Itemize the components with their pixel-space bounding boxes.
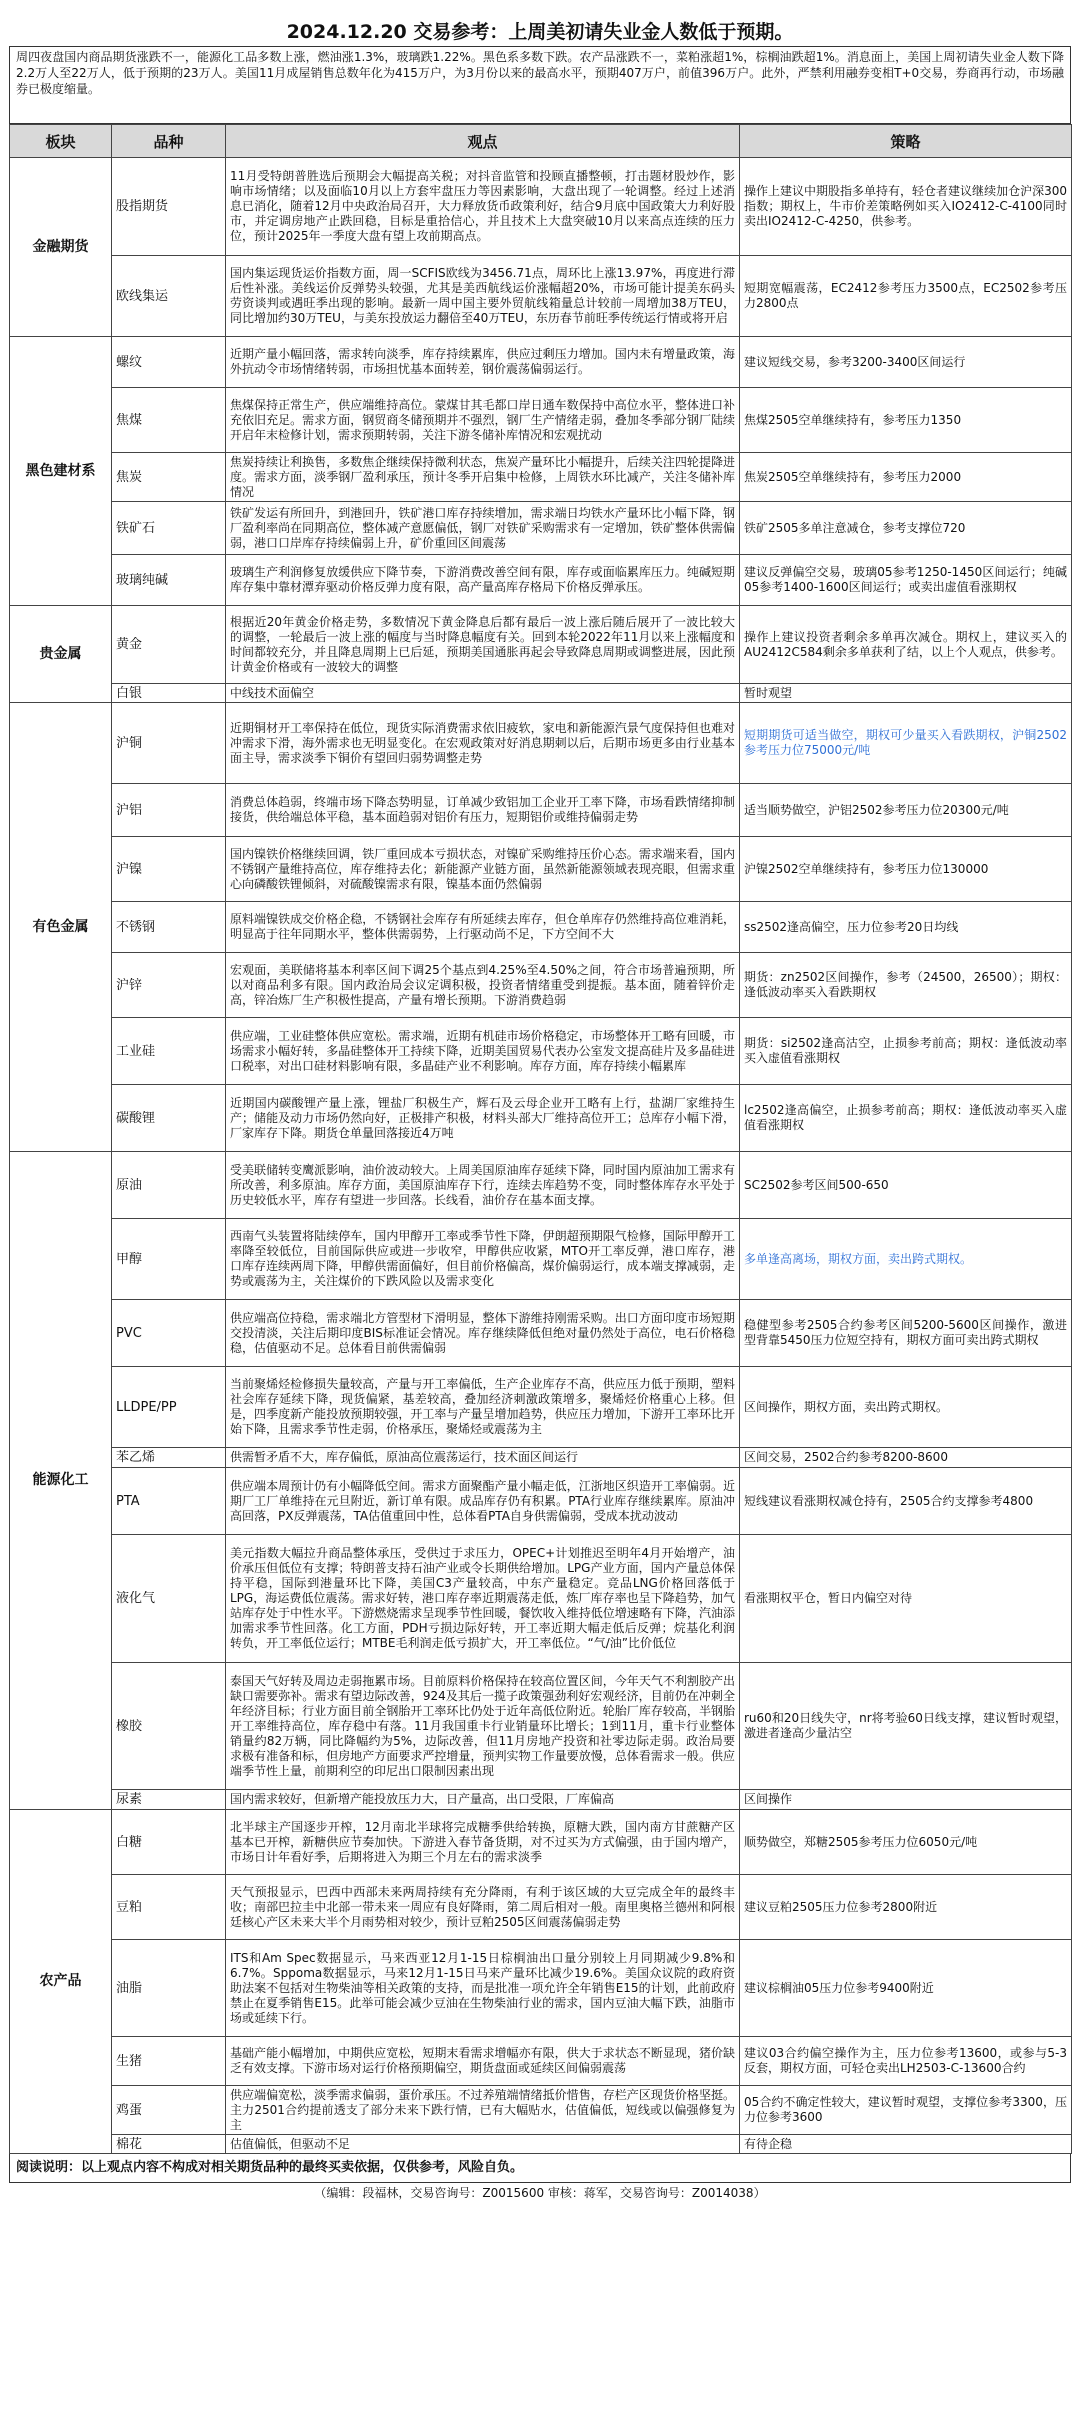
table-row <box>10 337 1072 388</box>
variety-cell: 橡胶 <box>116 1718 143 1734</box>
table-row <box>10 453 1072 502</box>
strategy-cell: 建议短线交易，参考3200-3400区间运行 <box>744 354 966 369</box>
strategy-cell: 短期宽幅震荡，EC2412参考压力3500点，EC2502参考压力2800点 <box>744 281 1067 310</box>
strategy-cell: 建议03合约偏空操作为主，压力位参考13600，或参与5-3反套，期权方面，可轻仓卖出LH2503-C-13600合约 <box>744 2046 1067 2075</box>
variety-cell: LLDPE/PP <box>116 1399 177 1415</box>
table-row <box>10 256 1072 337</box>
table-row <box>10 1790 1072 1810</box>
table-row <box>10 837 1072 902</box>
reference-table <box>9 124 1072 2154</box>
strategy-cell: 看涨期权平仓，暂日内偏空对待 <box>744 1591 913 1605</box>
table-row <box>10 902 1072 953</box>
sector-cell: 能源化工 <box>10 1152 112 1810</box>
variety-cell: 焦炭 <box>116 469 143 485</box>
table-row <box>10 684 1072 703</box>
variety-cell: 焦煤 <box>116 412 143 428</box>
view-cell: 供应端，工业硅整体供应宽松。需求端，近期有机硅市场价格稳定，市场整体开工略有回暖，市场需求小幅好转，多晶硅整体开工持续下降，近期美国贸易代表办公室发文提高硅片及多晶硅进口税率，对出口硅材料影响有限，多晶硅产业不利影响。库存方面，库存持续小幅累库 <box>230 1028 735 1073</box>
strategy-cell: 区间操作 <box>744 1792 793 1806</box>
view-cell: 天气预报显示，巴西中西部未来两周持续有充分降雨，有利于该区域的大豆完成全年的最终丰收；南部巴拉圭中北部一带未来一周应有良好降雨，第二周后相对一般。南里奥格兰德州和阿根廷核心产区未来大半个月雨势相对较少，预计豆粕2505区间震荡偏弱走势 <box>230 1884 735 1929</box>
variety-cell: 鸡蛋 <box>116 2102 143 2118</box>
table-header-row <box>10 125 1072 158</box>
header-variety: 品种 <box>112 125 226 158</box>
table-row <box>10 158 1072 256</box>
sector-cell: 农产品 <box>10 1810 112 2154</box>
view-cell: 铁矿发运有所回升，到港回升，铁矿港口库存持续增加，需求端日均铁水产量环比小幅下降，钢厂盈利率尚在同期高位，整体减产意愿偏低，钢厂对铁矿采购需求有一定增加，铁矿整体供需偏弱，港口口岸库存持续偏弱上升，矿价重回区间震荡 <box>230 505 735 550</box>
strategy-cell: 顺势做空，郑糖2505参考压力位6050元/吨 <box>744 1834 978 1849</box>
table-row <box>10 1152 1072 1219</box>
table-row <box>10 1940 1072 2037</box>
variety-cell: 白银 <box>116 685 143 701</box>
strategy-cell: 适当顺势做空，沪铝2502参考压力位20300元/吨 <box>744 802 1009 817</box>
sector-cell: 贵金属 <box>10 606 112 703</box>
variety-cell: 棉花 <box>116 2136 143 2152</box>
table-row <box>10 388 1072 453</box>
table-row <box>10 2086 1072 2135</box>
header-strategy: 策略 <box>740 125 1072 158</box>
view-cell: ITS和Am Spec数据显示，马来西亚12月1-15日棕榈油出口量分别较上月同期减少9.8%和6.7%。Sppoma数据显示，马来12月1-15日马来产量环比减少19.6%。美国众议院的政府资助法案不包括对生物柴油等相关政策的支持，而是批准一项允许全年销售E15的计划，此前政府禁止在夏季销售E15。此举可能会减少豆油在生物柴油行业的需求，国内豆油大幅下跌，油脂市场或延续下行。 <box>230 1950 735 2025</box>
strategy-cell: ru60和20日线失守，nr将考验60日线支撑，建议暂时观望，激进者逢高少量沽空 <box>744 1711 1067 1740</box>
variety-cell: PTA <box>116 1493 140 1509</box>
table-row <box>10 1663 1072 1790</box>
view-cell: 供应端高位持稳，需求端北方管型材下滑明显，整体下游维持刚需采购。出口方面印度市场短期交投清淡，关注后期印度BIS标准证会情况。库存继续降低但绝对量仍然处于高位，电石价格稳稳，估值驱动不足。总体看目前供需偏弱 <box>230 1310 735 1355</box>
strategy-cell: 操作上建议投资者剩余多单再次减仓。期权上，建议买入的AU2412C584剩余多单获利了结，以上个人观点，供参考。 <box>744 629 1067 659</box>
strategy-cell: ss2502逢高偏空，压力位参考20日均线 <box>744 919 959 934</box>
view-cell: 消费总体趋弱，终端市场下降态势明显，订单减少致铝加工企业开工率下降，市场看跌情绪抑制接货，供给端总体平稳，基本面趋弱对铝价有压力，短期铝价或维持偏弱走势 <box>230 795 735 824</box>
variety-cell: 液化气 <box>116 1591 156 1606</box>
view-cell: 国内需求较好，但新增产能投放压力大，日产量高，出口受限，厂库偏高 <box>230 1792 615 1806</box>
table-row <box>10 2135 1072 2154</box>
strategy-cell: 期货：zn2502区间操作，参考（24500，26500）；期权：逢低波动率买入看跌期权 <box>744 970 1067 999</box>
view-cell: 北半球主产国逐步开榨，12月南北半球将完成糖季供给转换，原糖大跌，国内南方甘蔗糖产区基本已开榨，新糖供应节奏加快。下游进入春节备货期，对不过买为方式偏强，由于国内增产，市场日计年看好季，后期将进入为期三个月左右的需求淡季 <box>230 1819 735 1864</box>
variety-cell: 螺纹 <box>116 354 143 370</box>
strategy-cell: 05合约不确定性较大，建议暂时观望，支撑位参考3300，压力位参考3600 <box>744 2095 1067 2124</box>
strategy-cell: 短线建议看涨期权减仓持有，2505合约支撑参考4800 <box>744 1493 1034 1508</box>
report-title: 2024.12.20 交易参考：上周美初请失业金人数低于预期。 <box>286 21 794 43</box>
view-cell: 近期铜材开工率保持在低位，现货实际消费需求依旧疲软，家电和新能源汽景气度保持但也难对冲需求下滑，海外需求也无明显变化。在宏观政策对好消息期刺以后，后期市场更多由行业基本面主导，需求淡季下铜价有望回归弱势调整走势 <box>230 720 735 765</box>
view-cell: 玻璃生产利润修复放缓供应下降节奏，下游消费改善空间有限，库存或面临累库压力。纯碱短期库存集中靠材潭弃驱动价格反弹力度有限，高产量高库存格局下价格反弹承压。 <box>230 565 735 594</box>
view-cell: 供需暂矛盾不大，库存偏低，原油高位震荡运行，技术面区间运行 <box>230 1450 579 1464</box>
variety-cell: 碳酸锂 <box>116 1110 156 1126</box>
table-row <box>10 1018 1072 1085</box>
sector-cell: 金融期货 <box>10 158 112 337</box>
strategy-cell: 建议棕榈油05压力位参考9400附近 <box>744 1980 934 1995</box>
view-cell: 根据近20年黄金价格走势，多数情况下黄金降息后都有最后一波上涨后随后展开了一波比较大的调整，一轮最后一波上涨的幅度与当时降息幅度有关。回到本轮2022年11月以来上涨幅度和时间都较充分，并且降息周期上已后延，预期美国通胀再起会导致降息周期或调整进展，因此预计黄金价格或有一波较大的调整 <box>230 614 735 674</box>
view-cell: 当前聚烯烃检修损失量较高，产量与开工率偏低，生产企业库存不高，供应压力低于预期，塑料社会库存延续下降，现货偏紧，基差较高，叠加经济刺激政策增多，聚烯烃价格重心上移。但是，四季度新产能投放预期较强，开工率与产量呈增加趋势，供应压力增加，下游开工率环比开始下降，且需求季节性走弱，价格承压，聚烯烃或震荡为主 <box>230 1377 735 1436</box>
reading-note: 阅读说明：以上观点内容不构成对相关期货品种的最终买卖依据，仅供参考，风险自负。 <box>9 2154 1071 2183</box>
strategy-cell: 短期期货可适当做空，期权可少量买入看跌期权，沪铜2502参考压力位75000元/吨 <box>744 728 1067 757</box>
strategy-cell: 焦炭2505空单继续持有，参考压力2000 <box>744 469 962 484</box>
table-body <box>10 158 1072 2154</box>
table-row <box>10 1367 1072 1448</box>
variety-cell: 白糖 <box>116 1834 143 1850</box>
variety-cell: 工业硅 <box>116 1043 156 1059</box>
variety-cell: PVC <box>116 1325 142 1341</box>
table-row <box>10 1875 1072 1940</box>
variety-cell: 甲醇 <box>116 1251 143 1267</box>
strategy-cell: 铁矿2505多单注意减仓，参考支撑位720 <box>744 520 966 535</box>
table-row <box>10 1219 1072 1300</box>
view-cell: 基础产能小幅增加，中期供应宽松，短期末看需求增幅亦有限，供大于求状态不断显现，猪价缺乏有效支撑。下游市场对运行价格预期偏空，期货盘面或延续区间偏弱震荡 <box>230 2046 735 2075</box>
view-cell: 供应端本周预计仍有小幅降低空间。需求方面聚酯产量小幅走低，江浙地区织造开工率偏弱。近期厂工厂单维持在元旦附近，新订单有限。成品库存仍有积累。PTA行业库存继续累库。原油冲高回落，PX反弹震荡，TA估值重回中性，总体看PTA自身供需偏弱，受成本扰动波动 <box>230 1478 735 1523</box>
view-cell: 国内镍铁价格继续回调，铁厂重回成本亏损状态，对镍矿采购维持压价心态。需求端来看，国内不锈钢产量维持高位，库存维持去化；新能源产业链方面，虽然新能源领域表现亮眼，但需求重心向磷酸铁锂倾斜，对硫酸镍需求有限，镍基本面仍然偏弱 <box>230 846 735 891</box>
view-cell: 11月受特朗普胜选后预期会大幅提高关税；对抖音监管和投顾直播整顿，打击题材股炒作，影响市场情绪；以及面临10月以上方套牢盘压力等因素影响，大盘出现了一轮调整。经过上述消息已消化，随着12月中央政治局召开，大力释放货币政策利好，结合9月底中国政策大力利好股市，并定调房地产止跌回稳，目标是重拾信心，并且技术上大盘突破10月以来高点连续的压力位，预计2025年一季度大盘有望上攻前期高点。 <box>230 169 735 243</box>
view-cell: 西南气头装置将陆续停车，国内甲醇开工率或季节性下降，伊朗超预期限气检修，国际甲醇开工率降至较低位，目前国际供应或进一步收窄，甲醇供应收紧，MTO开工率反弹，港口库存，港口库存连续两周下降，甲醇供需面偏好，但目前价格偏高，煤价偏弱运行，成本端支撑减弱，走势或震荡为主，关注煤价的下跌风险以及需求变化 <box>230 1229 735 1288</box>
sector-cell: 有色金属 <box>10 703 112 1152</box>
market-summary: 周四夜盘国内商品期货涨跌不一，能源化工品多数上涨，燃油涨1.3%，玻璃跌1.22%。黑色系多数下跌。农产品涨跌不一，菜粕涨超1%，棕榈油跌超1%。消息面上，美国上周初请失业金人数下降2.2万人至22万人，低于预期的23万人。美国11月成屋销售总数年化为415万户，为3月份以来的最高水平，预期407万户，前值396万户。此外，严禁利用融券变相T+0交易，券商再行动，市场融券已极度缩量。 <box>9 46 1071 124</box>
variety-cell: 豆粕 <box>116 1899 143 1915</box>
table-row <box>10 1535 1072 1663</box>
variety-cell: 尿素 <box>116 1792 143 1807</box>
variety-cell: 油脂 <box>116 1980 143 1996</box>
variety-cell: 沪铝 <box>116 802 143 818</box>
strategy-cell: 建议反弹偏空交易，玻璃05参考1250-1450区间运行；纯碱05参考1400-1600区间运行；或卖出虚值看涨期权 <box>744 565 1067 594</box>
table-row <box>10 555 1072 606</box>
view-cell: 焦煤保持正常生产，供应端维持高位。蒙煤甘其毛都口岸日通车数保持中高位水平，整体进口补充依旧充足。需求方面，钢贸商冬储预期并不强烈，钢厂生产情绪走弱，叠加冬季部分钢厂陆续开启年末检修计划，需求预期转弱，关注下游冬储补库情况和宏观扰动 <box>230 397 735 442</box>
variety-cell: 铁矿石 <box>116 520 156 536</box>
variety-cell: 沪铜 <box>116 735 143 751</box>
header-view: 观点 <box>226 125 740 158</box>
view-cell: 泰国天气好转及周边走弱拖累市场。目前原料价格保持在较高位置区间，今年天气不利割胶产出缺口需要弥补。需求有望边际改善，924及其后一揽子政策强劲利好宏观经济，目前仍在冲刺全年经济目标；行业方面目前全钢胎开工率环比仍处于近年高低位附近。轮胎厂库存较高，半钢胎开工率维持高位，库存稳中有落。11月我国重卡行业销量环比增长；1到11月，重卡行业整体销量约82万辆，同比降幅约为5%，边际改善，但11月房地产投资和社零边际走弱。政治局要求极有准备和标，但房地产方面要求严控增量，预判实物工作量要放慢，总体看需求一般。供应端季节性上量，前期利空的印尼出口限制因素出现 <box>230 1673 735 1778</box>
view-cell: 宏观面，美联储将基本利率区间下调25个基点到4.25%至4.50%之间，符合市场普遍预期，所以对商品利多有限。国内政治局会议定调积极，投资者情绪重受到提振。基本面，随着锌价走高，锌冶炼厂生产积极性提高，产量有增长预期。下游消费趋弱 <box>230 962 735 1007</box>
table-row <box>10 1300 1072 1367</box>
table-row <box>10 606 1072 684</box>
view-cell: 美元指数大幅拉升商品整体承压，受供过于求压力，OPEC+计划推迟至明年4月开始增产，油价承压但低位有支撑；特朗普支持石油产业或令长期供给增加。LPG产业方面，国内产量总体保持平稳，国际到港量环比下降，美国C3产量较高，中东产量稳定。竞品LNG价格回落低于LPG，海运费低位震荡。需求好转，港口库存率近期震荡走低，炼厂库存率也呈下降趋势，加气站库存处于中性水平。下游燃烧需求呈现季节性回暖，餐饮收入维持低位增速略有下降，汽油添加需求季节性回落。化工方面，PDH亏损边际好转，开工率近期大幅走低后反弹；烷基化利润转负，开工率低位运行；MTBE毛利润走低亏损扩大，开工率低位。“气/油”比价低位 <box>230 1546 735 1650</box>
variety-cell: 不锈钢 <box>116 919 156 935</box>
view-cell: 焦炭持续让利换售，多数焦企继续保持微利状态，焦炭产量环比小幅提升，后续关注四轮提降进度。需求方面，淡季钢厂盈利承压，预计冬季开启集中检修，上周铁水环比减产，关注冬储补库情况 <box>230 454 735 499</box>
strategy-cell: 沪镍2502空单继续持有，参考压力位130000 <box>744 861 989 876</box>
variety-cell: 苯乙烯 <box>116 1450 156 1465</box>
variety-cell: 沪锌 <box>116 977 143 993</box>
strategy-cell: 区间操作，期权方面，卖出跨式期权。 <box>744 1399 949 1414</box>
variety-cell: 黄金 <box>116 637 143 652</box>
view-cell: 国内集运现货运价指数方面，周一SCFIS欧线为3456.71点，周环比上涨13.97%，再度进行滞后性补涨。美线运价反弹势头较强，尤其是美西航线运价涨幅超20%，市场可能计提美东码头劳资谈判或遇旺季出现的影响。最新一周中国主要外贸航线箱量总计较前一周增加38万TEU，同比增加约30万TEU，与美东投放运力翻倍至40万TEU，东历春节前旺季传统运行情或将开启 <box>230 266 735 325</box>
view-cell: 供应端偏宽松，淡季需求偏弱，蛋价承压。不过养殖端情绪抵价惜售，存栏产区现货价格坚挺。主力2501合约提前透支了部分未来下跌行情，已有大幅贴水，估值偏低，短线或以偏强修复为主 <box>230 2087 735 2132</box>
table-row <box>10 1085 1072 1152</box>
view-cell: 中线技术面偏空 <box>230 685 315 700</box>
strategy-cell: lc2502逢高偏空，止损参考前高；期权：逢低波动率买入虚值看涨期权 <box>744 1103 1067 1132</box>
strategy-cell: SC2502参考区间500-650 <box>744 1177 889 1192</box>
header-sector: 板块 <box>10 125 112 158</box>
table-row <box>10 1810 1072 1875</box>
variety-cell: 生猪 <box>116 2053 143 2069</box>
table-row <box>10 502 1072 555</box>
sector-cell: 黑色建材系 <box>10 337 112 606</box>
table-row <box>10 1448 1072 1468</box>
view-cell: 估值偏低，但驱动不足 <box>230 2136 351 2151</box>
report <box>9 0 1071 2203</box>
variety-cell: 股指期货 <box>116 199 169 214</box>
table-row <box>10 2037 1072 2086</box>
editor-footer: （编辑：段福林，交易咨询号：Z0015600 审核：蒋军，交易咨询号：Z0014038） <box>314 2186 766 2200</box>
view-cell: 原料端镍铁成交价格企稳，不锈钢社会库存有所延续去库存，但仓单库存仍然维持高位难消耗，明显高于往年同期水平，整体供需弱势，上行驱动尚不足，下方空间不大 <box>230 912 735 941</box>
variety-cell: 欧线集运 <box>116 288 169 304</box>
table-row <box>10 784 1072 837</box>
table-row <box>10 953 1072 1018</box>
table-row <box>10 1468 1072 1535</box>
strategy-cell: 焦煤2505空单继续持有，参考压力1350 <box>744 412 962 427</box>
variety-cell: 沪镍 <box>116 861 143 877</box>
strategy-cell: 期货：si2502逢高沽空，止损参考前高；期权：逢低波动率买入虚值看涨期权 <box>744 1036 1067 1065</box>
strategy-cell: 操作上建议中期股指多单持有，轻仓者建议继续加仓沪深300指数；期权上，牛市价差策略例如买入IO2412-C-4100同时卖出IO2412-C-4250，供参考。 <box>744 184 1067 228</box>
variety-cell: 原油 <box>116 1177 143 1193</box>
view-cell: 近期国内碳酸锂产量上涨，锂盐厂积极生产，辉石及云母企业开工略有上行，盐湖厂家维持生产；储能及动力市场仍然向好，正极排产积极，材料头部大厂维持高位开工；总库存小幅下滑，厂家库存下降。期货仓单量回落接近4万吨 <box>230 1095 735 1140</box>
strategy-cell: 建议豆粕2505压力位参考2800附近 <box>744 1899 938 1914</box>
variety-cell: 玻璃纯碱 <box>116 572 169 588</box>
strategy-cell: 暂时观望 <box>744 685 793 700</box>
strategy-cell: 有待企稳 <box>744 2136 793 2151</box>
strategy-cell: 多单逢高离场，期权方面，卖出跨式期权。 <box>744 1251 973 1266</box>
strategy-cell: 区间交易，2502合约参考8200-8600 <box>744 1450 948 1464</box>
view-cell: 近期产量小幅回落，需求转向淡季，库存持续累库，供应过剩压力增加。国内未有增量政策，海外抗动令市场情绪转弱，市场担忧基本面转差，钢价震荡偏弱运行。 <box>230 347 735 376</box>
strategy-cell: 稳健型参考2505合约参考区间5200-5600区间操作，激进型背靠5450压力位短空持有，期权方面可卖出跨式期权 <box>744 1318 1067 1347</box>
view-cell: 受美联储转变鹰派影响，油价波动较大。上周美国原油库存延续下降，同时国内原油加工需求有所改善，利多原油。库存方面，美国原油库存下行，连续去库趋势不变，同时整体库存水平处于历史较低水平，库存有望进一步回落。长线看，油价存在基本面支撑。 <box>230 1162 735 1207</box>
table-row <box>10 703 1072 784</box>
